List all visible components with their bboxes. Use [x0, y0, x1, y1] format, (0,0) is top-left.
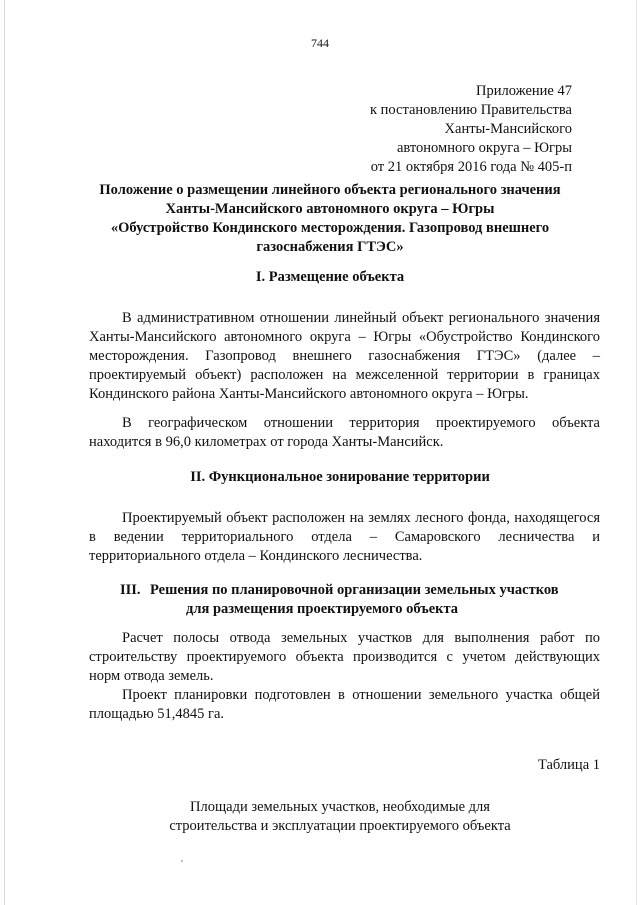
- scan-speck: [181, 860, 183, 862]
- table-reference: Таблица 1: [537, 757, 600, 773]
- page-edge-right: [636, 0, 637, 905]
- section-3-paragraph-2: Проект планировки подготовлен в отношении земельного участка общей площадью 51,4845 га.: [89, 687, 600, 722]
- section-3-number: III.: [120, 582, 141, 598]
- title-line: газоснабжения ГТЭС»: [256, 239, 404, 255]
- section-3-paragraph-1: Расчет полосы отвода земельных участков для выполнения работ по строительству проектируемого объекта производится с учетом действующих норм отвода земель.: [89, 630, 600, 684]
- appendix-line: к постановлению Правительства: [370, 102, 572, 118]
- section-2-heading: II. Функциональное зонирование территории: [190, 469, 490, 485]
- section-1-heading: I. Размещение объекта: [255, 269, 405, 285]
- document-title: [80, 181, 580, 257]
- table-caption-line: Площади земельных участков, необходимые для: [190, 799, 490, 815]
- appendix-line: Приложение 47: [476, 83, 572, 99]
- section-1-paragraph-1: В административном отношении линейный объект регионального значения Ханты-Мансийского автономного округа – Югры «Обустройство Кондинского месторождения. Газопровод внешнего газоснабжения ГТЭС» (далее – проектируемый объект) расположен на межселенной территории в границах Кондинского района Ханты-Мансийского автономного округа – Югры.: [89, 310, 600, 402]
- title-line: Положение о размещении линейного объекта регионального значения: [99, 182, 561, 198]
- appendix-line: автономного округа – Югры: [396, 140, 572, 156]
- title-line: «Обустройство Кондинского месторождения. Газопровод внешнего: [110, 220, 550, 236]
- page-number: 744: [311, 36, 329, 50]
- page-edge-left: [4, 0, 5, 905]
- table-caption: [100, 798, 580, 836]
- section-3-heading-line-2: для размещения проектируемого объекта: [186, 601, 459, 617]
- title-line: Ханты-Мансийского автономного округа – Югры: [165, 201, 495, 217]
- appendix-block: [370, 82, 572, 177]
- table-caption-line: строительства и эксплуатации проектируемого объекта: [169, 818, 511, 834]
- section-3-heading-line-1: Решения по планировочной организации земельных участков: [150, 582, 559, 598]
- appendix-line: от 21 октября 2016 года № 405-п: [370, 159, 572, 175]
- section-1-paragraph-2: В географическом отношении территория проектируемого объекта находится в 96,0 километрах от города Ханты-Мансийск.: [89, 415, 600, 450]
- appendix-line: Ханты-Мансийского: [444, 121, 572, 137]
- section-3-heading: [120, 581, 600, 619]
- section-2-paragraph-1: Проектируемый объект расположен на землях лесного фонда, находящегося в ведении территориального отдела – Самаровского лесничества и территориального отдела – Кондинского лесничества.: [89, 510, 600, 564]
